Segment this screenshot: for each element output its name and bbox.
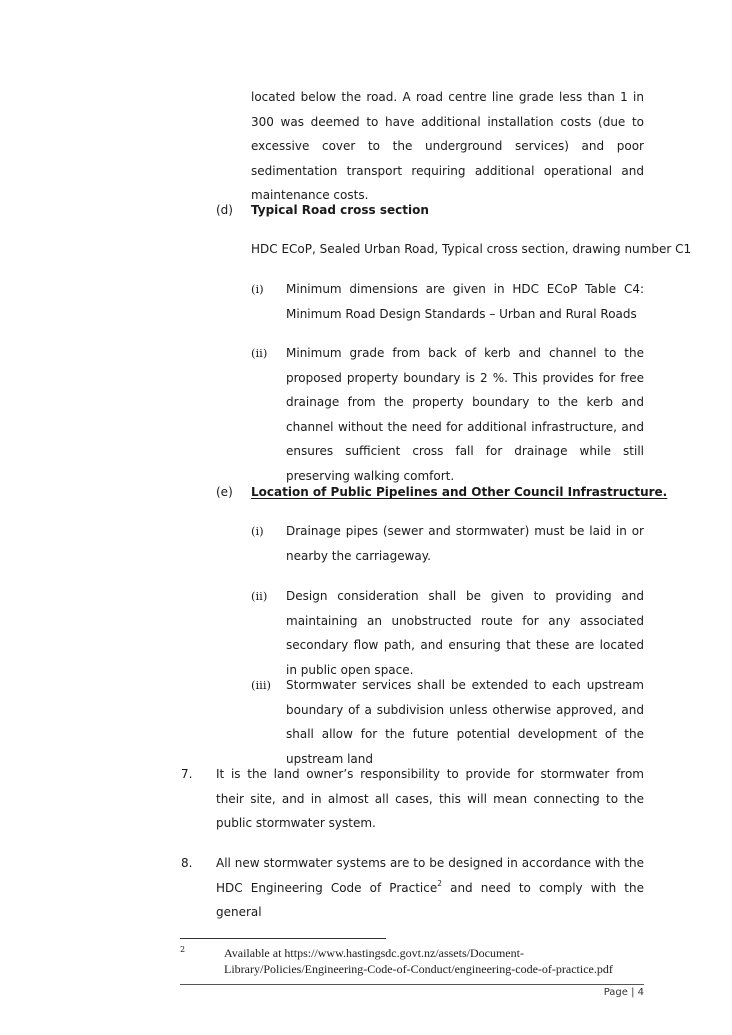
item-d-ii-text: Minimum grade from back of kerb and channel to the proposed property boundary is 2 %. This provides for free drainage from the property boundary to the kerb and channel without the need for additional infrastructure, and ensures sufficient cross fall for drainage while still preserving walking comfort. bbox=[286, 346, 644, 483]
item-8-text bbox=[216, 851, 644, 925]
item-e-iii-label: (iii) bbox=[251, 678, 272, 692]
item-8-text-after: and need to comply with the general bbox=[216, 880, 644, 920]
item-d-label: (d) bbox=[216, 203, 233, 217]
item-e-ii-text: Design consideration shall be given to providing and maintaining an unobstructed route for any associated secondary flow path, and ensuring that these are located in public open space. bbox=[286, 589, 644, 677]
item-e-i-label: (i) bbox=[251, 524, 264, 538]
footnote-number: 2 bbox=[180, 945, 186, 954]
item-e-iii-text: Stormwater services shall be extended to each upstream boundary of a subdivision unless otherwise approved, and shall allow for the future potential development of the upstream land bbox=[286, 678, 644, 766]
item-e-label: (e) bbox=[216, 485, 233, 499]
footnote-reference: 2 bbox=[437, 878, 442, 888]
item-d-i-text: Minimum dimensions are given in HDC ECoP Table C4: Minimum Road Design Standards – Urban and Rural Roads bbox=[286, 282, 644, 321]
footnote-separator bbox=[180, 938, 386, 939]
item-e-i-text: Drainage pipes (sewer and stormwater) must be laid in or nearby the carriageway. bbox=[286, 524, 644, 563]
item-d-i-label: (i) bbox=[251, 282, 264, 296]
item-7-label: 7. bbox=[181, 767, 193, 781]
item-d-ii-label: (ii) bbox=[251, 346, 268, 360]
continuation-paragraph: located below the road. A road centre line grade less than 1 in 300 was deemed to have additional installation costs (due to excessive cover to the underground services) and poor sedimentation transport requiring additional operational and maintenance costs. bbox=[251, 90, 644, 203]
footer-rule bbox=[180, 984, 644, 985]
item-7-text: It is the land owner’s responsibility to provide for stormwater from their site, and in almost all cases, this will mean connecting to the public stormwater system. bbox=[216, 767, 644, 831]
item-8-text-before: All new stormwater systems are to be designed in accordance with the HDC Engineering Code of Practice bbox=[216, 856, 644, 895]
page-number: Page | 4 bbox=[603, 987, 644, 998]
item-d-heading: Typical Road cross section bbox=[251, 203, 429, 217]
footnote-text: Available at https://www.hastingsdc.govt.nz/assets/Document-Library/Policies/Engineering-Code-of-Conduct/engineering-code-of-practice.pdf bbox=[224, 946, 613, 976]
item-d-intro: HDC ECoP, Sealed Urban Road, Typical cross section, drawing number C1 bbox=[251, 242, 692, 256]
item-e-ii-label: (ii) bbox=[251, 589, 268, 603]
item-e-heading: Location of Public Pipelines and Other Council Infrastructure. bbox=[251, 485, 668, 499]
item-8-label: 8. bbox=[181, 856, 193, 870]
